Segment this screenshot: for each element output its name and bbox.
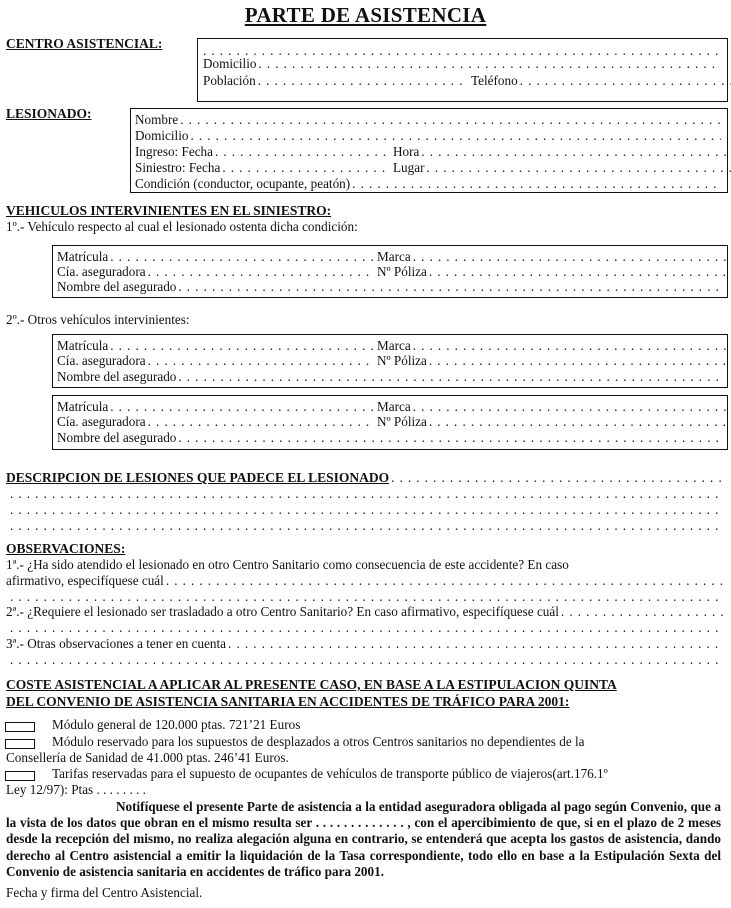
centro-heading: CENTRO ASISTENCIAL: <box>6 36 163 51</box>
lesionado-heading: LESIONADO: <box>6 106 92 121</box>
modulo-reservado-checkbox[interactable] <box>5 739 35 749</box>
centro-name-field[interactable] <box>203 43 721 57</box>
centro-telefono-label: Teléfono <box>471 73 518 88</box>
marca-label: Marca <box>377 399 411 414</box>
modulo-general-checkbox[interactable] <box>5 722 35 732</box>
vehiculo-box-2 <box>52 334 728 388</box>
obs-q1-line-2[interactable] <box>10 589 723 603</box>
vehiculo-1-row-1 <box>57 249 721 265</box>
ingreso-hora-label: Hora <box>393 144 420 159</box>
vehiculo-2-matricula-field[interactable] <box>57 338 374 354</box>
centro-domicilio-label: Domicilio <box>203 56 257 71</box>
cia-label: Cía. aseguradora <box>57 353 146 368</box>
lesionado-box <box>130 108 728 193</box>
tarifas-checkbox[interactable] <box>5 771 35 781</box>
poliza-label: Nº Póliza <box>377 264 427 279</box>
vehiculo-3-row-1 <box>57 399 721 415</box>
lesionado-domicilio-label: Domicilio <box>135 128 189 143</box>
obs-q1-text: 1ª.- ¿Ha sido atendido el lesionado en otro Centro Sanitario como consecuencia de este accidente? En caso <box>6 557 569 572</box>
centro-poblacion-row <box>203 73 721 89</box>
condicion-label: Condición (conductor, ocupante, peatón) <box>135 176 351 191</box>
descripcion-heading-row <box>6 470 723 486</box>
vehiculo-primero-text: 1º.- Vehículo respecto al cual el lesionado ostenta dicha condición: <box>6 219 358 234</box>
siniestro-lugar-field[interactable] <box>393 160 731 176</box>
coste-heading-2: DEL CONVENIO DE ASISTENCIA SANITARIA EN ACCIDENTES DE TRÁFICO PARA 2001: <box>6 694 570 709</box>
obs-q1-cont: afirmativo, especifíquese cuál <box>6 573 164 588</box>
obs-q2-field[interactable] <box>6 604 723 620</box>
centro-poblacion-label: Población <box>203 73 256 88</box>
vehiculo-1-asegurado-field[interactable] <box>57 279 721 295</box>
asegurado-label: Nombre del asegurado <box>57 369 177 384</box>
vehiculo-1-row-2 <box>57 264 721 280</box>
ingreso-row <box>135 144 721 160</box>
vehiculo-1-marca-field[interactable] <box>377 249 731 265</box>
marca-label: Marca <box>377 249 411 264</box>
condicion-field[interactable] <box>135 176 721 192</box>
obs-q3-line-2[interactable] <box>10 652 723 666</box>
descripcion-line-2[interactable] <box>10 502 723 516</box>
marca-label: Marca <box>377 338 411 353</box>
cia-label: Cía. aseguradora <box>57 264 146 279</box>
vehiculo-2-poliza-field[interactable] <box>377 353 731 369</box>
vehiculo-3-matricula-field[interactable] <box>57 399 374 415</box>
vehiculo-2-marca-field[interactable] <box>377 338 731 354</box>
lesionado-nombre-field[interactable] <box>135 112 721 128</box>
descripcion-heading: DESCRIPCION DE LESIONES QUE PADECE EL LESIONADO <box>6 470 390 485</box>
modulo-general-label: Módulo general de 120.000 ptas. 721’21 Euros <box>52 717 301 732</box>
vehiculo-1-cia-field[interactable] <box>57 264 374 280</box>
poliza-label: Nº Póliza <box>377 414 427 429</box>
ingreso-fecha-field[interactable] <box>135 144 387 160</box>
modulo-reservado-cont: Consellería de Sanidad de 41.000 ptas. 246’41 Euros. <box>6 750 289 765</box>
vehiculo-segundo-text: 2º.- Otros vehículos intervinientes: <box>6 312 190 327</box>
lesionado-nombre-label: Nombre <box>135 112 179 127</box>
vehiculo-2-row-1 <box>57 338 721 354</box>
asegurado-label: Nombre del asegurado <box>57 430 177 445</box>
notificacion-paragraph: Notifíquese el presente Parte de asistencia a la entidad aseguradora obligada al pago según Convenio, que a la vista de los datos que obran en el mismo resulta ser . . . . . . . . . . . . . , con el apercibimiento de que, si en el plazo de 2 meses desde la recepción del mismo, no realiza alegación alguna en contrario, se entenderá que acepta los gastos de asistencia, dando derecho al Centro asistencial a emitir la liquidación de la Tasa correspondiente, todo ello en base a la Estipulación Sexta del Convenio de asistencia sanitaria en accidentes de tráfico para 2001. <box>6 799 721 879</box>
coste-heading-1: COSTE ASISTENCIAL A APLICAR AL PRESENTE CASO, EN BASE A LA ESTIPULACION QUINTA <box>6 677 617 692</box>
firma-label: Fecha y firma del Centro Asistencial. <box>6 885 203 900</box>
vehiculo-box-1 <box>52 245 728 298</box>
matricula-label: Matrícula <box>57 338 109 353</box>
obs-q3-field[interactable] <box>6 636 723 652</box>
vehiculo-2-row-2 <box>57 353 721 369</box>
vehiculo-3-row-2 <box>57 414 721 430</box>
vehiculo-box-3 <box>52 395 728 450</box>
vehiculo-1-poliza-field[interactable] <box>377 264 731 280</box>
descripcion-line-3[interactable] <box>10 518 723 532</box>
siniestro-row <box>135 160 721 176</box>
descripcion-line-0[interactable] <box>391 472 723 486</box>
vehiculo-1-matricula-field[interactable] <box>57 249 374 265</box>
obs-q3-text: 3ª.- Otras observaciones a tener en cuenta <box>6 636 227 651</box>
tarifas-label: Tarifas reservadas para el supuesto de ocupantes de vehículos de transporte público de viajeros(art.176.1º <box>52 766 608 781</box>
centro-box <box>197 38 728 102</box>
page-title: PARTE DE ASISTENCIA <box>244 3 487 27</box>
cia-label: Cía. aseguradora <box>57 414 146 429</box>
poliza-label: Nº Póliza <box>377 353 427 368</box>
lesionado-domicilio-field[interactable] <box>135 128 721 144</box>
vehiculo-3-cia-field[interactable] <box>57 414 374 430</box>
vehiculo-2-asegurado-field[interactable] <box>57 369 721 385</box>
siniestro-lugar-label: Lugar <box>393 160 425 175</box>
obs-q1-field[interactable] <box>6 573 723 589</box>
tarifas-cont: Ley 12/97): Ptas . . . . . . . . <box>6 782 146 797</box>
vehiculo-3-poliza-field[interactable] <box>377 414 731 430</box>
siniestro-fecha-label: Siniestro: Fecha <box>135 160 221 175</box>
siniestro-fecha-field[interactable] <box>135 160 387 176</box>
ingreso-hora-field[interactable] <box>393 144 731 160</box>
centro-domicilio-field[interactable] <box>203 56 721 72</box>
ingreso-fecha-label: Ingreso: Fecha <box>135 144 213 159</box>
vehiculo-3-asegurado-field[interactable] <box>57 430 721 446</box>
vehiculo-2-cia-field[interactable] <box>57 353 374 369</box>
vehiculos-heading: VEHICULOS INTERVINIENTES EN EL SINIESTRO: <box>6 203 332 218</box>
vehiculo-3-marca-field[interactable] <box>377 399 731 415</box>
modulo-reservado-label: Módulo reservado para los supuestos de desplazados a otros Centros sanitarios no dependientes de la <box>52 734 585 749</box>
obs-q2-text: 2ª.- ¿Requiere el lesionado ser trasladado a otro Centro Sanitario? En caso afirmativo, especifíquese cuál <box>6 604 559 619</box>
centro-telefono-field[interactable] <box>471 73 731 89</box>
matricula-label: Matrícula <box>57 399 109 414</box>
centro-poblacion-field[interactable] <box>203 73 465 89</box>
asegurado-label: Nombre del asegurado <box>57 279 177 294</box>
matricula-label: Matrícula <box>57 249 109 264</box>
descripcion-line-1[interactable] <box>10 486 723 500</box>
observaciones-heading: OBSERVACIONES: <box>6 541 126 556</box>
obs-q2-line-2[interactable] <box>10 620 723 634</box>
